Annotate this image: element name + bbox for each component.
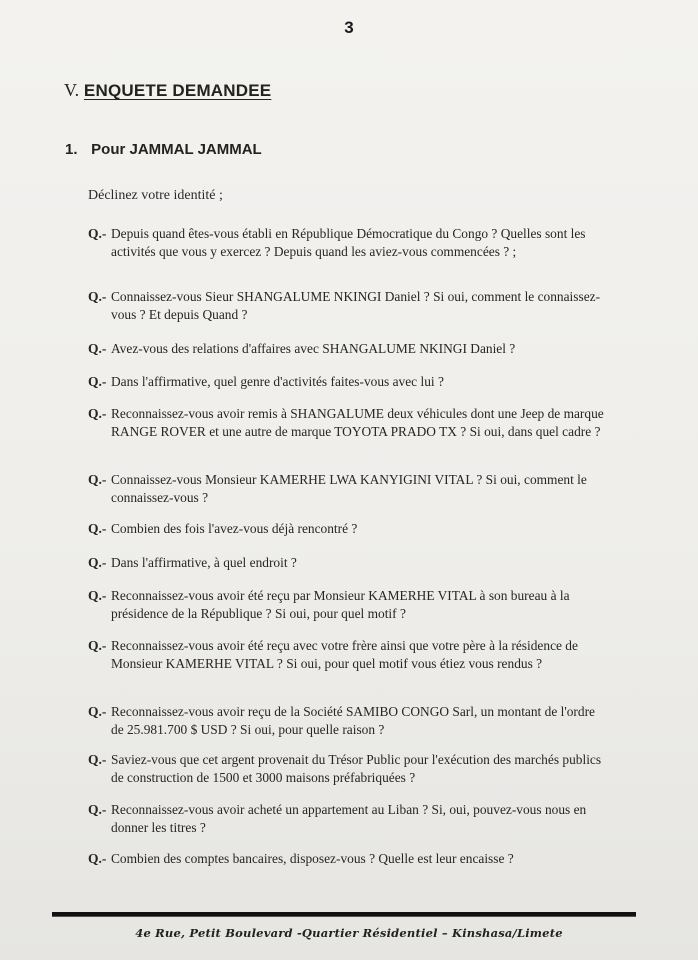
question-label: Q.- [88, 588, 107, 603]
question-text: Combien des comptes bancaires, disposez-vous ? Quelle est leur encaisse ? [111, 851, 514, 866]
question-text: Dans l'affirmative, à quel endroit ? [111, 555, 297, 570]
question-item [88, 520, 608, 538]
question-label: Q.- [88, 226, 107, 241]
question-item [88, 850, 608, 868]
question-label: Q.- [88, 289, 107, 304]
question-item [88, 288, 608, 323]
footer-address: 4e Rue, Petit Boulevard -Quartier Résidentiel – Kinshasa/Limete [135, 926, 563, 940]
question-label: Q.- [88, 521, 107, 536]
section-roman-numeral: V. [64, 80, 80, 100]
question-item [88, 801, 608, 836]
question-text: Reconnaissez-vous avoir reçu de la Société SAMIBO CONGO Sarl, un montant de l'ordre de 25.981.700 $ USD ? Si oui, pour quelle raison ? [111, 704, 595, 737]
question-item [88, 225, 608, 260]
page-number: 3 [344, 18, 354, 37]
question-text: Dans l'affirmative, quel genre d'activités faites-vous avec lui ? [111, 374, 444, 389]
section-heading: ENQUETE DEMANDEE [83, 81, 272, 100]
question-text: Connaissez-vous Monsieur KAMERHE LWA KANYIGINI VITAL ? Si oui, comment le connaissez-vous ? [111, 472, 587, 505]
subsection-title [65, 141, 262, 158]
intro-line: Déclinez votre identité ; [88, 188, 223, 203]
footer-divider [52, 912, 636, 916]
question-label: Q.- [88, 406, 107, 421]
question-label: Q.- [88, 851, 107, 866]
question-label: Q.- [88, 341, 107, 356]
question-text: Saviez-vous que cet argent provenait du Trésor Public pour l'exécution des marchés publics de construction de 1500 et 3000 maisons préfabriquées ? [111, 752, 602, 785]
question-text: Avez-vous des relations d'affaires avec SHANGALUME NKINGI Daniel ? [111, 341, 516, 356]
question-text: Combien des fois l'avez-vous déjà rencontré ? [111, 521, 358, 536]
question-text: Reconnaissez-vous avoir acheté un appartement au Liban ? Si, oui, pouvez-vous nous en donner les titres ? [111, 802, 587, 835]
question-item [88, 340, 608, 358]
question-text: Connaissez-vous Sieur SHANGALUME NKINGI Daniel ? Si oui, comment le connaissez-vous ? Et depuis Quand ? [111, 289, 601, 322]
question-item [88, 637, 608, 672]
question-label: Q.- [88, 802, 107, 817]
question-text: Reconnaissez-vous avoir remis à SHANGALUME deux véhicules dont une Jeep de marque RANGE ROVER et une autre de marque TOYOTA PRADO TX ? Si oui, dans quel cadre ? [111, 406, 604, 439]
question-text: Reconnaissez-vous avoir été reçu par Monsieur KAMERHE VITAL à son bureau à la présidence de la République ? Si oui, pour quel motif ? [111, 588, 570, 621]
question-label: Q.- [88, 704, 107, 719]
question-text: Reconnaissez-vous avoir été reçu avec votre frère ainsi que votre père à la résidence de Monsieur KAMERHE VITAL ? Si oui, pour quel motif vous étiez vous rendus ? [111, 638, 578, 671]
subsection-heading: Pour JAMMAL JAMMAL [91, 141, 262, 158]
subsection-number: 1. [65, 141, 78, 158]
question-item [88, 471, 608, 506]
question-label: Q.- [88, 472, 107, 487]
question-label: Q.- [88, 638, 107, 653]
question-item [88, 703, 608, 738]
question-label: Q.- [88, 752, 107, 767]
question-label: Q.- [88, 374, 107, 389]
question-item [88, 373, 608, 391]
question-text: Depuis quand êtes-vous établi en République Démocratique du Congo ? Quelles sont les activités que vous y exercez ? Depuis quand les aviez-vous commencées ? ; [111, 226, 586, 259]
question-item [88, 751, 608, 786]
question-item [88, 554, 608, 572]
question-item [88, 405, 608, 440]
question-item [88, 587, 608, 622]
section-title [64, 80, 271, 101]
question-label: Q.- [88, 555, 107, 570]
